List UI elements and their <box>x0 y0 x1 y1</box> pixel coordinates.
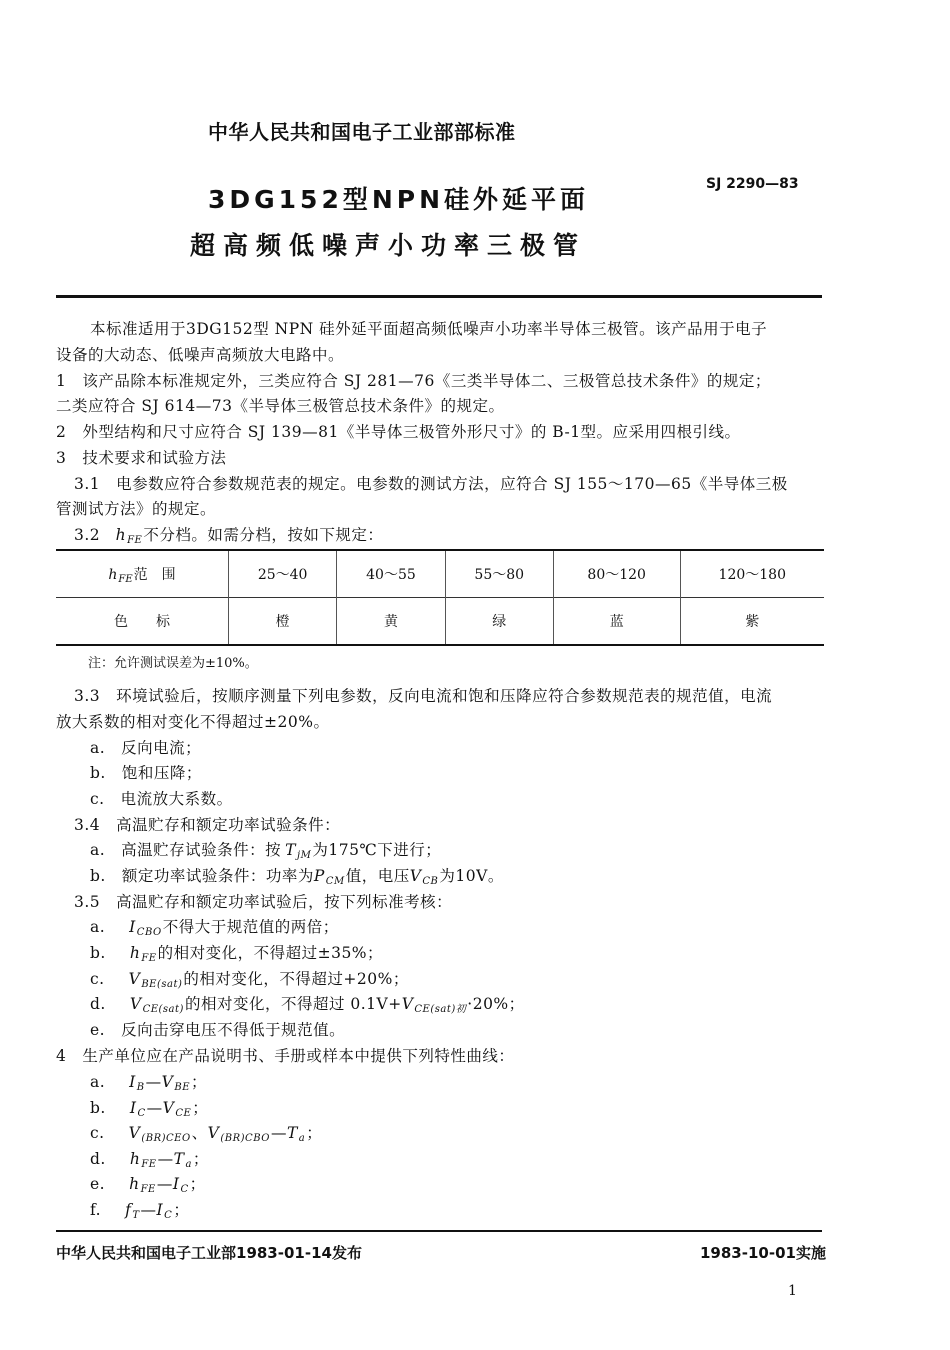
list-item: e. 反向击穿电压不得低于规范值。 <box>90 1021 346 1039</box>
section-3-1-line-2: 管测试方法》的规定。 <box>56 500 217 518</box>
table-cell: 紫 <box>680 598 824 646</box>
symbol-subscript: CE(sat) <box>142 1004 184 1015</box>
item-text: 的相对变化，不得超过+20%； <box>183 970 409 988</box>
item-text: 为10V。 <box>439 867 504 885</box>
item-text: 为175℃下进行； <box>312 841 442 859</box>
symbol: P <box>313 867 325 885</box>
symbol-subscript: FE <box>141 953 157 964</box>
symbol: h <box>129 944 141 962</box>
symbol-subscript: CBO <box>136 927 162 938</box>
footer-rule <box>56 1230 822 1232</box>
table-cell: 绿 <box>445 598 553 646</box>
section-text: 不分档。如需分档，按如下规定： <box>143 526 384 544</box>
item-text: a. 高温贮存试验条件：按 <box>90 841 282 859</box>
symbol-subscript: CM <box>325 876 345 887</box>
intro-line-2: 设备的大动态、低噪声高频放大电路中。 <box>56 346 345 364</box>
list-item <box>90 967 409 990</box>
table-header-color: 色 标 <box>56 598 229 646</box>
table-cell: 25～40 <box>229 550 337 598</box>
effective-date: 1983-10-01实施 <box>700 1244 826 1262</box>
section-2: 2 外型结构和尺寸应符合 SJ 139—81《半导体三极管外形尺寸》的 B-1型。应采用四根引线。 <box>56 423 741 441</box>
item-text: 不得大于规范值的两倍； <box>162 918 339 936</box>
document-title: 3DG152型NPN硅外延平面 <box>208 185 590 214</box>
symbol: h <box>108 566 118 583</box>
curve-item <box>90 1147 209 1170</box>
symbol: I <box>129 918 136 936</box>
section-3-2 <box>74 523 383 546</box>
item-text: ·20%； <box>467 995 525 1013</box>
item-label: f. <box>90 1201 102 1219</box>
section-number: 3.2 <box>74 526 101 544</box>
symbol: T <box>285 841 297 859</box>
item-label: e. <box>90 1175 106 1193</box>
list-item <box>90 992 525 1015</box>
curve-expression: $h_{FE}—I_C$； <box>129 1175 206 1195</box>
hfe-grading-table <box>56 549 824 646</box>
section-3-3-line-1: 3.3 环境试验后，按顺序测量下列电参数，反向电流和饱和压降应符合参数规范表的规范值，电流 <box>74 687 773 705</box>
document-subtitle: 超高频低噪声小功率三极管 <box>190 231 587 260</box>
table-cell: 蓝 <box>553 598 680 646</box>
item-label: a. <box>90 918 106 936</box>
list-item <box>90 864 504 887</box>
table-cell: 120～180 <box>680 550 824 598</box>
section-3-4-title: 3.4 高温贮存和额定功率试验条件： <box>74 816 341 834</box>
table-cell: 橙 <box>229 598 337 646</box>
list-item <box>90 915 339 938</box>
item-label: d. <box>90 1150 106 1168</box>
curve-expression: $V_{(BR)CEO}$、$V_{(BR)CBO}—T_a$； <box>128 1124 323 1144</box>
issue-date: 中华人民共和国电子工业部1983-01-14发布 <box>56 1244 362 1262</box>
table-cell: 80～120 <box>553 550 680 598</box>
curve-expression: $I_B—V_{BE}$； <box>129 1073 208 1093</box>
curve-item <box>90 1070 207 1093</box>
table-header-range <box>56 550 229 598</box>
section-3-5-title: 3.5 高温贮存和额定功率试验后，按下列标准考核： <box>74 893 453 911</box>
symbol-subscript: FE <box>118 573 133 585</box>
item-label: d. <box>90 995 106 1013</box>
section-4-title: 4 生产单位应在产品说明书、手册或样本中提供下列特性曲线： <box>56 1047 515 1065</box>
item-text: 的相对变化，不得超过 0.1V+ <box>184 995 402 1013</box>
item-label: b. <box>90 944 106 962</box>
table-cell: 黄 <box>337 598 445 646</box>
label-text: 范 围 <box>133 566 176 583</box>
list-item <box>90 838 441 861</box>
table-row-range <box>56 550 824 598</box>
symbol: V <box>129 995 142 1013</box>
curve-item <box>90 1172 206 1195</box>
table-cell: 40～55 <box>337 550 445 598</box>
item-label: c. <box>90 970 105 988</box>
symbol-subscript: jM <box>297 850 312 861</box>
symbol: V <box>401 995 414 1013</box>
symbol-subscript: FE <box>127 535 143 546</box>
symbol: h <box>115 526 127 544</box>
symbol: V <box>409 867 422 885</box>
curve-item <box>90 1121 322 1144</box>
list-item: b. 饱和压降； <box>90 764 202 782</box>
intro-line-1: 本标准适用于3DG152型 NPN 硅外延平面超高频低噪声小功率半导体三极管。该产品用于电子 <box>90 320 768 338</box>
section-1-line-1: 1 该产品除本标准规定外，三类应符合 SJ 281—76《三类半导体二、三极管总技术条件》的规定； <box>56 372 771 390</box>
item-text: b. 额定功率试验条件：功率为 <box>90 867 314 885</box>
symbol: V <box>128 970 141 988</box>
curve-expression: $h_{FE}—T_a$； <box>129 1150 209 1170</box>
symbol-subscript: CB <box>422 876 439 887</box>
section-3-3-line-2: 放大系数的相对变化不得超过±20%。 <box>56 713 330 731</box>
issuing-authority: 中华人民共和国电子工业部部标准 <box>208 120 516 144</box>
item-label: b. <box>90 1099 106 1117</box>
table-note: 注：允许测试误差为±10%。 <box>88 656 258 671</box>
curve-expression: $I_C—V_{CE}$； <box>129 1099 209 1119</box>
header-rule <box>56 295 822 298</box>
item-text: 值，电压 <box>345 867 410 885</box>
list-item: c. 电流放大系数。 <box>90 790 233 808</box>
list-item <box>90 941 383 964</box>
table-row-color <box>56 598 824 646</box>
curve-item <box>90 1198 189 1221</box>
page-number: 1 <box>788 1283 797 1299</box>
item-label: a. <box>90 1073 106 1091</box>
section-3-heading: 3 技术要求和试验方法 <box>56 449 227 467</box>
symbol-subscript: BE(sat) <box>141 979 183 990</box>
item-label: c. <box>90 1124 105 1142</box>
item-text: 的相对变化，不得超过±35%； <box>157 944 384 962</box>
curve-item <box>90 1096 208 1119</box>
list-item: a. 反向电流； <box>90 739 202 757</box>
table-cell: 55～80 <box>445 550 553 598</box>
section-3-1-line-1: 3.1 电参数应符合参数规范表的规定。电参数的测试方法，应符合 SJ 155～170—65《半导体三极 <box>74 475 788 493</box>
symbol-subscript: CE(sat)初 <box>414 1004 467 1015</box>
standard-code: SJ 2290—83 <box>706 176 799 192</box>
section-1-line-2: 二类应符合 SJ 614—73《半导体三极管总技术条件》的规定。 <box>56 397 505 415</box>
curve-expression: $f_T—I_C$； <box>125 1201 190 1221</box>
